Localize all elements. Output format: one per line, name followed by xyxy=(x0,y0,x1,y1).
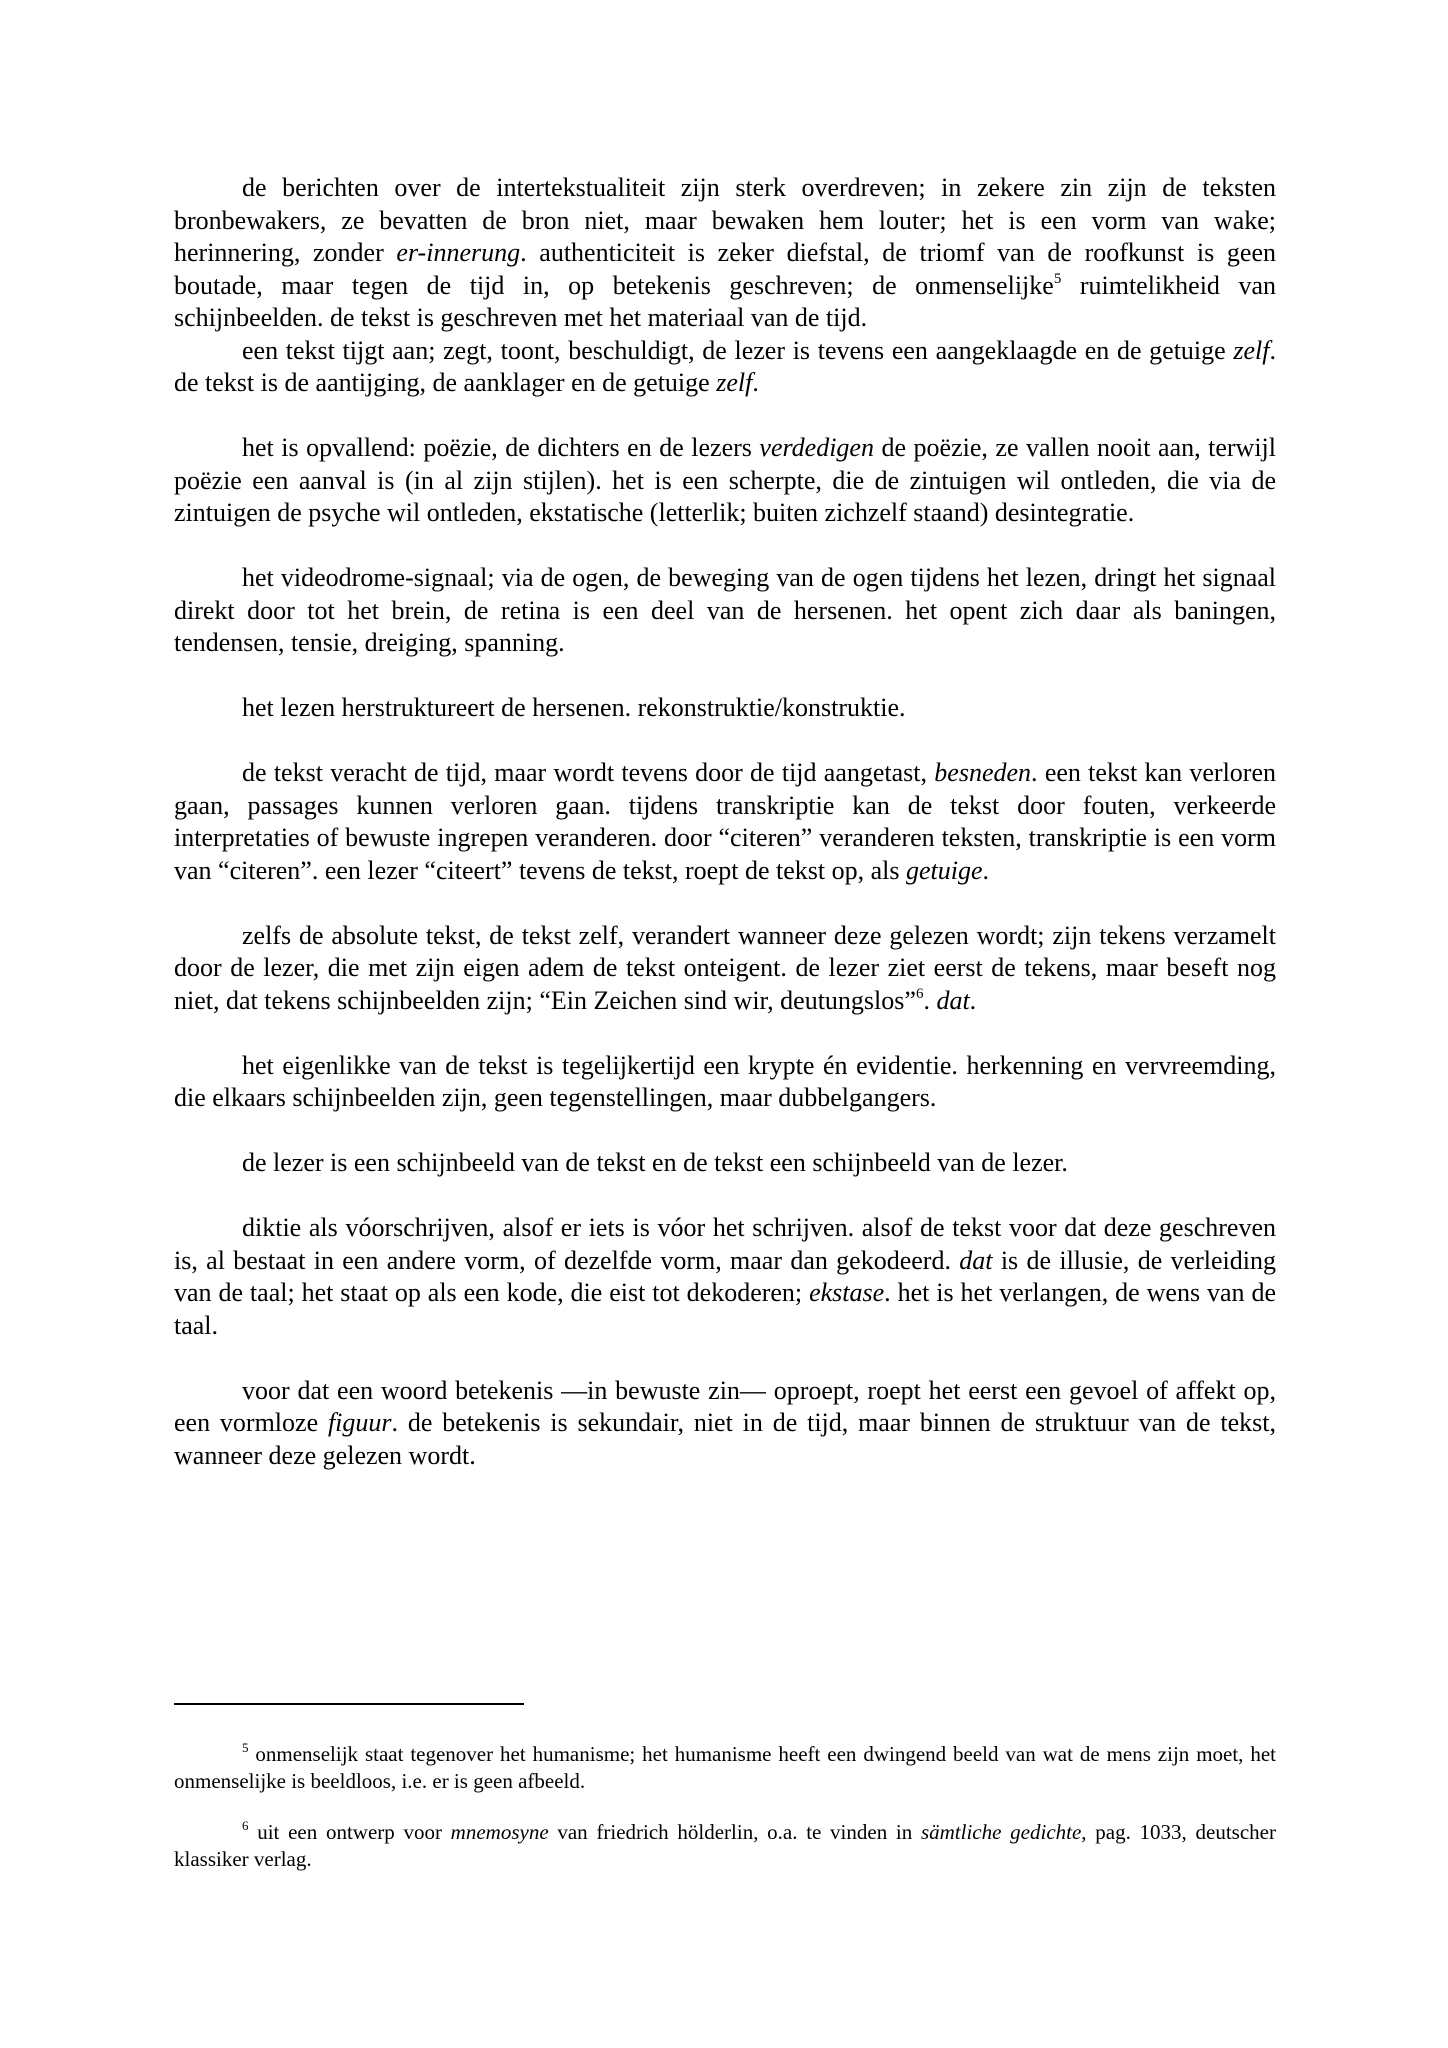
footnote-marker: 5 xyxy=(242,1740,249,1755)
footnote-ref-6[interactable]: 6 xyxy=(915,985,924,1002)
emphasis: besneden xyxy=(934,758,1032,787)
emphasis: dat xyxy=(936,985,970,1015)
paragraph-text: . xyxy=(969,985,977,1015)
paragraph-text: voor dat een woord betekenis —in bewuste zin— oproept, roept het eerst een gevoel of affekt op, een vormloze xyxy=(174,1375,1276,1437)
footnote-ref-5[interactable]: 5 xyxy=(1053,270,1062,287)
paragraph-3 xyxy=(174,432,1276,530)
emphasis: figuur xyxy=(327,1408,392,1437)
footnote-text: , pag. 1033, deutscher klassiker verlag. xyxy=(174,1820,1276,1871)
paragraph-text: zelfs de absolute tekst, de tekst zelf, verandert wanneer deze gelezen wordt; zijn tekens verzamelt door de lezer, die met zijn eigen adem de tekst onteigent. de lezer ziet eerst de tekens, maar beseft nog niet, dat tekens schijnbeelden zijn; “Ein Zeichen sind wir, deutungslos” xyxy=(174,920,1276,1015)
paragraph-text: . authenticiteit is zeker diefstal, de triomf van de roofkunst is geen boutade, maar tegen de tijd in, op betekenis geschreven; de onmenselijke xyxy=(174,238,1276,300)
paragraph-1 xyxy=(174,172,1276,335)
paragraph-text: de poëzie, ze vallen nooit aan, terwijl poëzie een aanval is (in al zijn stijlen). het is een scherpte, die de zintuigen wil ontleden, die via de zintuigen de psyche wil ontleden, ekstatische (letterlik; buiten zichzelf staand) desintegratie. xyxy=(174,433,1276,527)
emphasis: ekstase xyxy=(809,1278,885,1307)
paragraph-text: . xyxy=(752,368,759,397)
emphasis: sämtliche gedichte xyxy=(920,1820,1082,1844)
paragraph-5: het lezen herstruktureert de hersenen. rekonstruktie/konstruktie. xyxy=(242,693,906,722)
body-text xyxy=(174,172,1276,1472)
paragraph-text: . xyxy=(982,855,990,885)
footnote-text: uit een ontwerp voor xyxy=(248,1820,451,1844)
paragraph-2 xyxy=(174,335,1276,400)
footnote-5 xyxy=(174,1741,1276,1795)
paragraph-text: . het is het verlangen, de wens van de taal. xyxy=(174,1278,1276,1340)
emphasis: zelf xyxy=(716,368,753,397)
paragraph-text: diktie als vóorschrijven, alsof er iets is vóor het schrijven. alsof de tekst voor dat deze geschreven is, al bestaat in een andere vorm, of dezelfde vorm, maar dan gekodeerd. xyxy=(174,1213,1276,1275)
emphasis: dat xyxy=(959,1245,993,1275)
emphasis: getuige xyxy=(905,855,983,885)
paragraph-text: . xyxy=(923,985,937,1015)
paragraph-8: het eigenlikke van de tekst is tegelijkertijd een krypte én evidentie. herkenning en vervreemding, die elkaars schijnbeelden zijn, geen tegenstellingen, maar dubbelgangers. xyxy=(174,1050,1276,1112)
paragraph-10 xyxy=(174,1212,1276,1342)
paragraph-6 xyxy=(174,757,1276,887)
footnote-marker: 6 xyxy=(242,1818,249,1833)
paragraph-text: . de betekenis is sekundair, niet in de tijd, maar binnen de struktuur van de tekst, wanneer deze gelezen wordt. xyxy=(174,1408,1276,1470)
emphasis: zelf xyxy=(1233,335,1270,365)
paragraph-text: de tekst veracht de tijd, maar wordt tevens door de tijd aangetast, xyxy=(242,758,935,787)
paragraph-text: het is opvallend: poëzie, de dichters en de lezers xyxy=(242,433,760,462)
paragraph-text: een tekst tijgt aan; zegt, toont, beschuldigt, de lezer is tevens een aangeklaagde en de getuige xyxy=(242,335,1234,365)
paragraph-4: het videodrome-signaal; via de ogen, de beweging van de ogen tijdens het lezen, dringt het signaal direkt door tot het brein, de retina is een deel van de hersenen. het opent zich daar als baningen, tendensen, tensie, dreiging, spanning. xyxy=(174,563,1276,657)
paragraph-text: de berichten over de intertekstualiteit zijn sterk overdreven; in zekere zin zijn de teksten bronbewakers, ze bevatten de bron niet, maar bewaken hem louter; het is een vorm van wake; herinnering, zonder xyxy=(174,173,1276,267)
emphasis: verdedigen xyxy=(759,433,874,462)
paragraph-text: . een tekst kan verloren gaan, passages kunnen verloren gaan. tijdens transkriptie kan de tekst door fouten, verkeerde interpretaties of bewuste ingrepen veranderen. door “citeren” veranderen teksten, transkriptie is een vorm van “citeren”. een lezer “citeert” tevens de tekst, roept de tekst op, als xyxy=(174,758,1276,885)
paragraph-text: . de tekst is de aantijging, de aanklager en de getuige xyxy=(174,335,1276,397)
paragraph-7 xyxy=(174,920,1276,1018)
footnote-6 xyxy=(174,1819,1276,1873)
paragraph-9: de lezer is een schijnbeeld van de tekst en de tekst een schijnbeeld van de lezer. xyxy=(242,1148,1068,1177)
paragraph-11 xyxy=(174,1375,1276,1473)
footnotes xyxy=(174,1741,1276,1873)
footnote-separator xyxy=(174,1703,524,1705)
emphasis: er-innerung xyxy=(396,238,521,267)
footnote-text: van friedrich hölderlin, o.a. te vinden in xyxy=(548,1820,921,1844)
paragraph-text: is de illusie, de verleiding van de taal; het staat op als een kode, die eist tot dekoderen; xyxy=(174,1245,1276,1307)
emphasis: mnemosyne xyxy=(450,1820,549,1844)
paragraph-text: ruimtelikheid van schijnbeelden. de tekst is geschreven met het materiaal van de tijd. xyxy=(174,270,1276,332)
footnote-text: onmenselijk staat tegenover het humanisme; het humanisme heeft een dwingend beeld van wat de mens zijn moet, het onmenselijke is beeldloos, i.e. er is geen afbeeld. xyxy=(174,1742,1276,1793)
